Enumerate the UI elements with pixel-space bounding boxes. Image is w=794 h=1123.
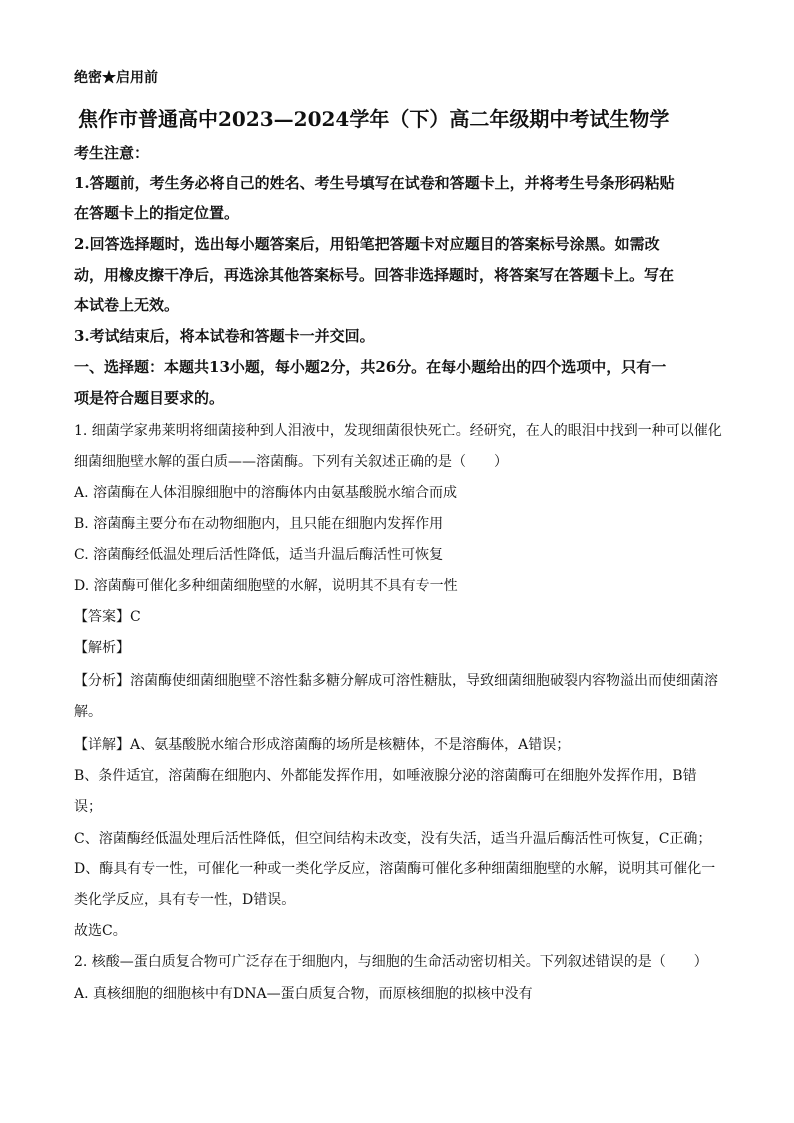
q1-detail-line-5: D、酶具有专一性，可催化一种或一类化学反应，溶菌酶可催化多种细菌细胞壁的水解，说明其可催化一: [74, 861, 716, 877]
page-title: 焦作市普通高中2023—2024学年（下）高二年级期中考试生物学: [78, 107, 670, 131]
notice-heading: 考生注意：: [74, 144, 150, 162]
q1-option-c: C. 溶菌酶经低温处理后活性降低，适当升温后酶活性可恢复: [74, 547, 444, 563]
q1-option-a: A. 溶菌酶在人体泪腺细胞中的溶酶体内由氨基酸脱水缩合而成: [74, 485, 458, 501]
q1-stem-line-1: 1. 细菌学家弗莱明将细菌接种到人泪液中，发现细菌很快死亡。经研究，在人的眼泪中找到一种可以催化: [74, 423, 722, 439]
q1-detail-line-4: C、溶菌酶经低温处理后活性降低，但空间结构未改变，没有失活，适当升温后酶活性可恢复，C正确；: [74, 831, 712, 847]
section-heading-line-2: 项是符合题目要求的。: [74, 389, 225, 407]
confidential-label: 绝密★启用前: [74, 70, 158, 86]
q1-detail-line-2: B、条件适宜，溶菌酶在细胞内、外都能发挥作用，如唾液腺分泌的溶菌酶可在细胞外发挥作用，B错: [74, 768, 697, 784]
notice-item-2-line-3: 本试卷上无效。: [74, 296, 180, 314]
section-heading-line-1: 一、选择题：本题共13小题，每小题2分，共26分。在每小题给出的四个选项中，只有一: [74, 358, 667, 376]
notice-item-2-line-2: 动，用橡皮擦干净后，再选涂其他答案标号。回答非选择题时，将答案写在答题卡上。写在: [74, 266, 675, 284]
q1-detail-line-1: 【详解】A、氨基酸脱水缩合形成溶菌酶的场所是核糖体，不是溶酶体，A错误；: [74, 737, 571, 753]
q1-conclusion: 故选C。: [74, 923, 127, 939]
notice-item-2-line-1: 2.回答选择题时，选出每小题答案后，用铅笔把答题卡对应题目的答案标号涂黑。如需改: [74, 235, 660, 253]
q2-option-a: A. 真核细胞的细胞核中有DNA—蛋白质复合物，而原核细胞的拟核中没有: [74, 986, 533, 1002]
q1-option-b: B. 溶菌酶主要分布在动物细胞内，且只能在细胞内发挥作用: [74, 516, 444, 532]
q2-stem: 2. 核酸—蛋白质复合物可广泛存在于细胞内，与细胞的生命活动密切相关。下列叙述错误的是（ ）: [74, 954, 708, 970]
q1-stem-line-2: 细菌细胞壁水解的蛋白质——溶菌酶。下列有关叙述正确的是（ ）: [74, 454, 508, 470]
q1-option-d: D. 溶菌酶可催化多种细菌细胞壁的水解，说明其不具有专一性: [74, 578, 458, 594]
notice-item-3: 3.考试结束后，将本试卷和答题卡一并交回。: [74, 327, 375, 345]
q1-detail-line-6: 类化学反应，具有专一性，D错误。: [74, 892, 296, 908]
notice-item-1-line-2: 在答题卡上的指定位置。: [74, 204, 240, 222]
q1-answer: 【答案】C: [74, 609, 141, 625]
q1-fenxi-line-1: 【分析】溶菌酶使细菌细胞壁不溶性黏多糖分解成可溶性糖肽，导致细菌细胞破裂内容物溢出而使细菌溶: [74, 673, 718, 689]
q1-fenxi-line-2: 解。: [74, 704, 102, 720]
q1-detail-line-3: 误；: [74, 799, 102, 815]
notice-item-1-line-1: 1.答题前，考生务必将自己的姓名、考生号填写在试卷和答题卡上，并将考生号条形码粘贴: [74, 174, 675, 192]
q1-analysis-heading: 【解析】: [74, 640, 130, 656]
